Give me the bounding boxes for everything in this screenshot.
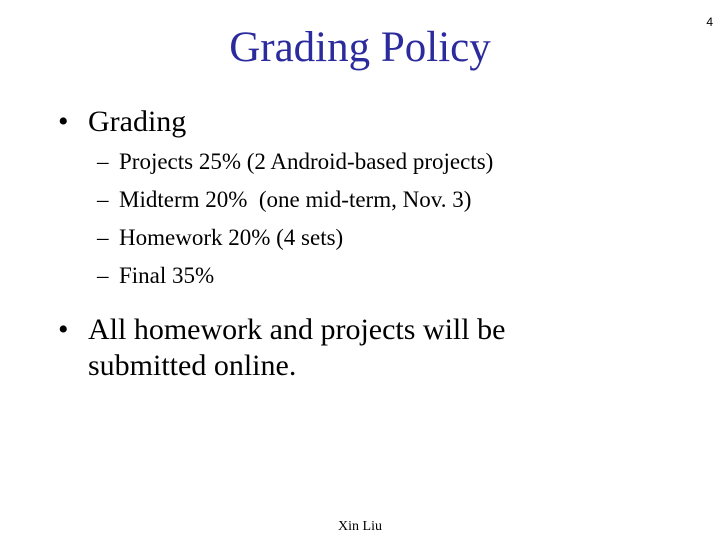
grading-breakdown-list [97, 147, 493, 299]
bullet-marker: • [58, 105, 69, 138]
slide-title: Grading Policy [229, 24, 491, 71]
list-item-projects [97, 147, 493, 185]
dash-marker: – [97, 149, 109, 174]
dash-marker: – [97, 187, 109, 212]
list-item-final [97, 261, 493, 299]
bullet-text: All homework and projects will be submitted online. [88, 313, 506, 382]
bullet-marker: • [58, 313, 69, 346]
list-item-text: Homework 20% (4 sets) [119, 225, 344, 250]
list-item-text: Final 35% [119, 263, 215, 288]
bullet-submission [58, 312, 678, 388]
list-item-midterm [97, 185, 493, 223]
dash-marker: – [97, 225, 109, 250]
list-item-text: Midterm 20% (one mid-term, Nov. 3) [119, 187, 472, 212]
dash-marker: – [97, 263, 109, 288]
list-item-homework [97, 223, 493, 261]
bullet-text: Grading [88, 105, 187, 138]
list-item-text: Projects 25% (2 Android-based projects) [119, 149, 494, 174]
slide-number: 4 [706, 15, 713, 29]
bullet-grading [58, 104, 678, 144]
footer-author: Xin Liu [338, 519, 382, 534]
